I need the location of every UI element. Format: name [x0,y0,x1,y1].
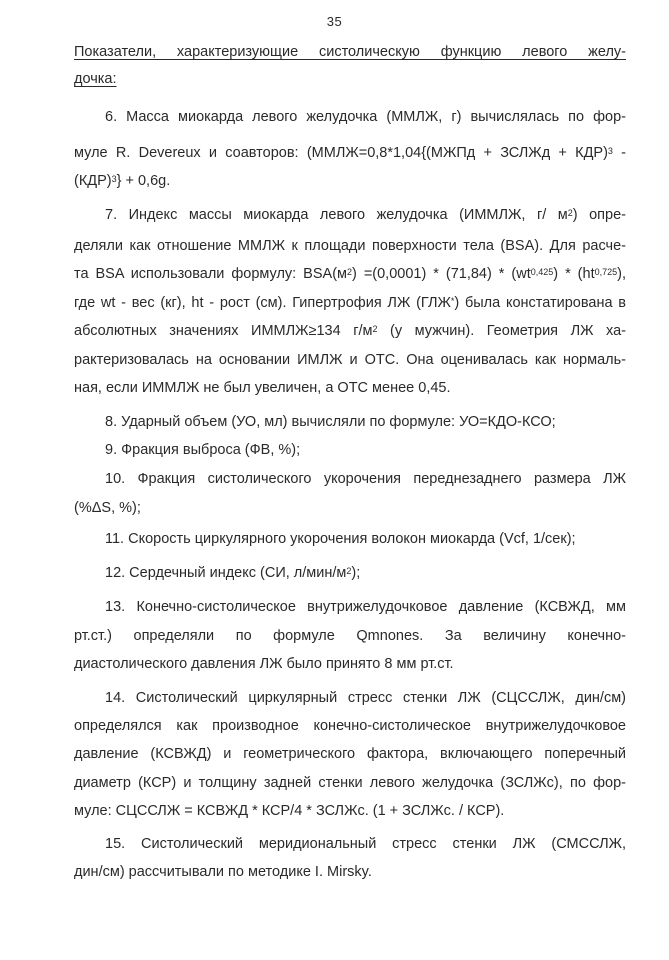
page-number: 35 [326,14,343,29]
item-14-line-1: 14. Систолический циркулярный стресс стенки ЛЖ (СЦССЛЖ, дин/см) [105,690,626,706]
item-7-line-5: абсолютных значениях ИММЛЖ≥134 $г/м^2$ (у мужчин). Геометрия ЛЖ ха- [74,323,626,339]
item-14-line-3: давление (КСВЖД) и геометрического фактора, включающего поперечный [74,746,626,762]
item-9: 9. Фракция выброса (ФВ, %); [105,442,301,458]
item-6-line-1: 6. Масса миокарда левого желудочка (ММЛЖ, г) вычислялась по фор- [105,109,626,125]
item-10-line-1: 10. Фракция систолического укорочения переднезаднего размера ЛЖ [105,471,626,487]
item-15-line-2: дин/см) рассчитывали по методике I. Mirsky. [74,864,372,880]
item-8: 8. Ударный объем (УО, мл) вычисляли по формуле: УО=КДО-КСО; [105,414,556,430]
item-15-line-1: 15. Систолический меридиональный стресс стенки ЛЖ (СМССЛЖ, [105,836,626,852]
item-7-line-1: 7. Индекс массы миокарда левого желудочка (ИММЛЖ, г/ $м^2$) опре- [105,207,626,223]
item-10-line-2: (%ΔS, %); [74,500,141,516]
item-13-line-2: рт.ст.) определяли по формуле Qmnones. За величину конечно- [74,628,626,644]
item-14-line-5: муле: СЦССЛЖ = КСВЖД * КСР/4 * ЗСЛЖс. (1 + ЗСЛЖс. / КСР). [74,803,505,819]
item-7-line-6: рактеризовалась на основании ИМЛЖ и ОТС. Она оценивалась как нормаль- [74,352,626,368]
item-7-line-3: та BSA использовали формулу: $BSA(м^2) =(0,0001) * (71,84) * (wt^{0,425}) * (ht^{0,725})$, [74,266,626,282]
item-6-line-3: (КДР)$^3$} + 0,6g. [74,173,171,189]
item-7-line-4: где wt - вес (кг), ht - рост (см). Гипертрофия ЛЖ (ГЛЖ*) была констатирована в [74,295,626,311]
item-6-line-2: муле R. Devereux и соавторов: (ММЛЖ=0,8*1,04{(МЖПд + ЗСЛЖд + КДР)$^3$ - [74,145,627,161]
item-7-line-7: ная, если ИММЛЖ не был увеличен, а ОТС менее 0,45. [74,380,451,396]
item-13-line-3: диастолического давления ЛЖ было принято 8 мм рт.ст. [74,656,454,672]
item-12: 12. Сердечный индекс (СИ, $л/мин/м^2$); [105,565,361,581]
section-heading-line-1: Показатели, характеризующие систолическую функцию левого желу- [74,44,626,60]
item-14-line-4: диаметр (КСР) и толщину задней стенки левого желудочка (ЗСЛЖс), по фор- [74,775,626,791]
section-heading-line-2: дочка: [74,71,117,87]
item-14-line-2: определялся как производное конечно-систолическое внутрижелудочковое [74,718,626,734]
item-7-line-2: деляли как отношение ММЛЖ к площади поверхности тела (BSA). Для расче- [74,238,626,254]
item-11: 11. Скорость циркулярного укорочения волокон миокарда (Vcf, 1/сек); [105,531,576,547]
item-13-line-1: 13. Конечно-систолическое внутрижелудочковое давление (КСВЖД, мм [105,599,626,615]
